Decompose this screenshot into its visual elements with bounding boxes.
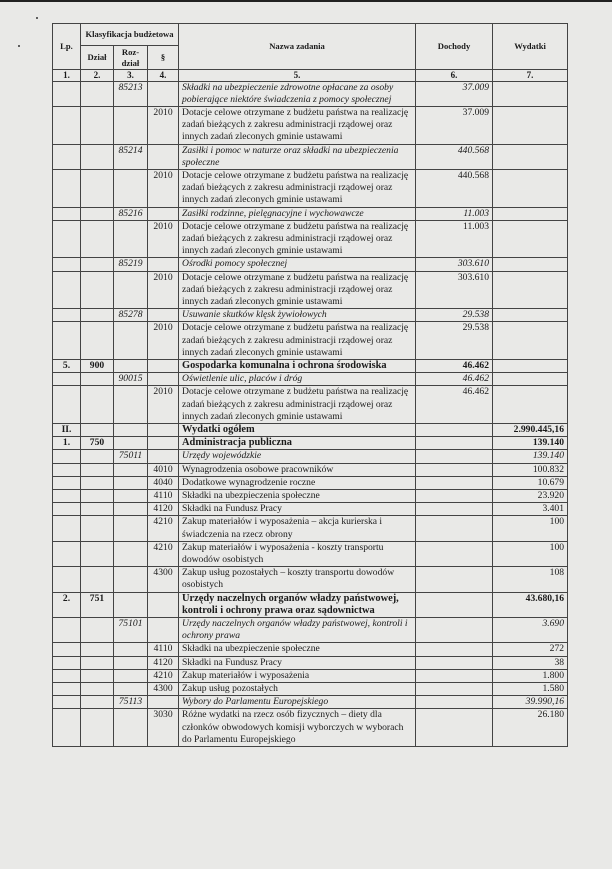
cell-rozdzial bbox=[114, 490, 148, 503]
cell-dzial bbox=[81, 618, 114, 643]
cell-lp bbox=[53, 567, 81, 592]
table-row bbox=[53, 271, 568, 309]
cell-rozdzial bbox=[114, 669, 148, 682]
cell-paragraf: 4110 bbox=[148, 643, 179, 656]
cell-rozdzial bbox=[114, 463, 148, 476]
cell-nazwa: Urzędy naczelnych organów władzy państwowej, kontroli i ochrony prawa bbox=[179, 618, 416, 643]
cell-lp bbox=[53, 386, 81, 424]
cell-dochody: 46.462 bbox=[416, 373, 493, 386]
cell-lp bbox=[53, 322, 81, 360]
cell-dochody: 37.009 bbox=[416, 106, 493, 144]
cell-wydatki: 272 bbox=[493, 643, 568, 656]
cell-dzial bbox=[81, 463, 114, 476]
table-row bbox=[53, 373, 568, 386]
cell-paragraf: 4040 bbox=[148, 476, 179, 489]
cell-dzial bbox=[81, 643, 114, 656]
cell-paragraf: 4010 bbox=[148, 463, 179, 476]
cell-dochody bbox=[416, 516, 493, 541]
colnum: 5. bbox=[179, 70, 416, 82]
cell-dochody bbox=[416, 709, 493, 747]
cell-dzial bbox=[81, 696, 114, 709]
cell-nazwa: Dotacje celowe otrzymane z budżetu państwa na realizację zadań bieżących z zakresu administracji rządowej oraz innych zadań zleconych gminie ustawami bbox=[179, 106, 416, 144]
cell-lp bbox=[53, 220, 81, 258]
cell-lp bbox=[53, 490, 81, 503]
cell-nazwa: Składki na ubezpieczenia społeczne bbox=[179, 490, 416, 503]
cell-nazwa: Wybory do Parlamentu Europejskiego bbox=[179, 696, 416, 709]
cell-rozdzial bbox=[114, 503, 148, 516]
cell-dochody bbox=[416, 503, 493, 516]
cell-paragraf bbox=[148, 437, 179, 450]
cell-dzial bbox=[81, 322, 114, 360]
cell-lp bbox=[53, 309, 81, 322]
cell-rozdzial: 90015 bbox=[114, 373, 148, 386]
cell-rozdzial bbox=[114, 643, 148, 656]
cell-nazwa: Zakup usług pozostałych – koszty transportu dowodów osobistych bbox=[179, 567, 416, 592]
cell-dochody: 11.003 bbox=[416, 220, 493, 258]
cell-wydatki: 108 bbox=[493, 567, 568, 592]
header-klasyfikacja: Klasyfikacja budżetowa bbox=[81, 24, 179, 46]
cell-rozdzial bbox=[114, 592, 148, 617]
cell-nazwa: Zakup materiałów i wyposażenia - koszty transportu dowodów osobistych bbox=[179, 541, 416, 566]
cell-lp bbox=[53, 643, 81, 656]
cell-paragraf: 4110 bbox=[148, 490, 179, 503]
cell-dochody: 46.462 bbox=[416, 359, 493, 372]
cell-wydatki bbox=[493, 207, 568, 220]
cell-nazwa: Ośrodki pomocy społecznej bbox=[179, 258, 416, 271]
table-row bbox=[53, 490, 568, 503]
cell-paragraf: 2010 bbox=[148, 220, 179, 258]
header-nazwa: Nazwa zadania bbox=[179, 24, 416, 70]
cell-wydatki: 139.140 bbox=[493, 450, 568, 463]
table-row bbox=[53, 683, 568, 696]
cell-paragraf: 4210 bbox=[148, 541, 179, 566]
cell-nazwa: Składki na ubezpieczenie zdrowotne opłacane za osoby pobierające niektóre świadczenia z pomocy społecznej bbox=[179, 81, 416, 106]
cell-paragraf: 4210 bbox=[148, 669, 179, 682]
cell-dochody bbox=[416, 683, 493, 696]
cell-lp bbox=[53, 683, 81, 696]
header-lp: Lp. bbox=[53, 24, 81, 70]
cell-dzial bbox=[81, 669, 114, 682]
cell-rozdzial bbox=[114, 322, 148, 360]
cell-paragraf: 4120 bbox=[148, 656, 179, 669]
cell-wydatki bbox=[493, 258, 568, 271]
cell-rozdzial bbox=[114, 423, 148, 436]
cell-dochody bbox=[416, 463, 493, 476]
cell-rozdzial bbox=[114, 516, 148, 541]
cell-wydatki bbox=[493, 271, 568, 309]
cell-paragraf bbox=[148, 207, 179, 220]
cell-dzial bbox=[81, 567, 114, 592]
cell-dzial bbox=[81, 386, 114, 424]
cell-paragraf bbox=[148, 450, 179, 463]
table-row bbox=[53, 322, 568, 360]
colnum: 3. bbox=[114, 70, 148, 82]
cell-wydatki bbox=[493, 144, 568, 169]
cell-dzial bbox=[81, 258, 114, 271]
table-row bbox=[53, 516, 568, 541]
table-row bbox=[53, 592, 568, 617]
cell-lp bbox=[53, 144, 81, 169]
cell-wydatki: 100 bbox=[493, 516, 568, 541]
cell-paragraf bbox=[148, 81, 179, 106]
cell-nazwa: Dotacje celowe otrzymane z budżetu państwa na realizację zadań bieżących z zakresu administracji rządowej oraz innych zadań zleconych gminie ustawami bbox=[179, 169, 416, 207]
cell-paragraf: 4300 bbox=[148, 683, 179, 696]
cell-dzial bbox=[81, 207, 114, 220]
cell-paragraf bbox=[148, 359, 179, 372]
cell-dochody bbox=[416, 567, 493, 592]
cell-lp bbox=[53, 669, 81, 682]
cell-dzial: 751 bbox=[81, 592, 114, 617]
cell-rozdzial bbox=[114, 359, 148, 372]
cell-nazwa: Dotacje celowe otrzymane z budżetu państwa na realizację zadań bieżących z zakresu administracji rządowej oraz innych zadań zleconych gminie ustawami bbox=[179, 271, 416, 309]
cell-dochody: 303.610 bbox=[416, 258, 493, 271]
cell-rozdzial bbox=[114, 169, 148, 207]
cell-rozdzial: 75011 bbox=[114, 450, 148, 463]
table-row bbox=[53, 423, 568, 436]
cell-wydatki: 23.920 bbox=[493, 490, 568, 503]
cell-lp bbox=[53, 516, 81, 541]
cell-dzial bbox=[81, 476, 114, 489]
cell-nazwa: Dodatkowe wynagrodzenie roczne bbox=[179, 476, 416, 489]
cell-dzial: 750 bbox=[81, 437, 114, 450]
cell-dzial bbox=[81, 423, 114, 436]
table-row bbox=[53, 450, 568, 463]
cell-dochody: 11.003 bbox=[416, 207, 493, 220]
cell-dochody bbox=[416, 450, 493, 463]
scan-speck bbox=[36, 17, 38, 19]
cell-nazwa: Dotacje celowe otrzymane z budżetu państwa na realizację zadań bieżących z zakresu administracji rządowej oraz innych zadań zleconych gminie ustawami bbox=[179, 220, 416, 258]
cell-wydatki: 100.832 bbox=[493, 463, 568, 476]
cell-dzial bbox=[81, 656, 114, 669]
cell-dzial bbox=[81, 169, 114, 207]
cell-wydatki bbox=[493, 220, 568, 258]
cell-dzial bbox=[81, 516, 114, 541]
cell-dochody bbox=[416, 643, 493, 656]
cell-lp: 5. bbox=[53, 359, 81, 372]
cell-paragraf: 2010 bbox=[148, 271, 179, 309]
colnum: 7. bbox=[493, 70, 568, 82]
table-row bbox=[53, 541, 568, 566]
cell-lp bbox=[53, 656, 81, 669]
cell-lp bbox=[53, 106, 81, 144]
cell-wydatki: 3.690 bbox=[493, 618, 568, 643]
cell-dochody bbox=[416, 592, 493, 617]
cell-dzial bbox=[81, 490, 114, 503]
cell-wydatki bbox=[493, 106, 568, 144]
cell-dochody bbox=[416, 669, 493, 682]
table-row bbox=[53, 144, 568, 169]
cell-wydatki bbox=[493, 81, 568, 106]
header-paragraf: § bbox=[148, 46, 179, 70]
cell-dzial bbox=[81, 709, 114, 747]
cell-dzial bbox=[81, 683, 114, 696]
cell-dochody bbox=[416, 618, 493, 643]
cell-dochody: 29.538 bbox=[416, 322, 493, 360]
cell-rozdzial bbox=[114, 437, 148, 450]
cell-dzial bbox=[81, 309, 114, 322]
cell-dzial bbox=[81, 373, 114, 386]
cell-nazwa: Wynagrodzenia osobowe pracowników bbox=[179, 463, 416, 476]
cell-nazwa: Urzędy wojewódzkie bbox=[179, 450, 416, 463]
cell-paragraf: 4300 bbox=[148, 567, 179, 592]
cell-paragraf: 4210 bbox=[148, 516, 179, 541]
cell-wydatki: 1.800 bbox=[493, 669, 568, 682]
cell-rozdzial: 85219 bbox=[114, 258, 148, 271]
cell-nazwa: Usuwanie skutków klęsk żywiołowych bbox=[179, 309, 416, 322]
cell-paragraf bbox=[148, 144, 179, 169]
cell-paragraf bbox=[148, 423, 179, 436]
table-row bbox=[53, 258, 568, 271]
table-row bbox=[53, 618, 568, 643]
cell-rozdzial: 85213 bbox=[114, 81, 148, 106]
cell-lp bbox=[53, 207, 81, 220]
cell-rozdzial: 75113 bbox=[114, 696, 148, 709]
header-rozdzial: Roz- dział bbox=[114, 46, 148, 70]
cell-paragraf: 4120 bbox=[148, 503, 179, 516]
cell-wydatki bbox=[493, 322, 568, 360]
cell-lp bbox=[53, 373, 81, 386]
table-row bbox=[53, 463, 568, 476]
cell-rozdzial bbox=[114, 656, 148, 669]
colnum: 6. bbox=[416, 70, 493, 82]
cell-dzial bbox=[81, 220, 114, 258]
table-row bbox=[53, 643, 568, 656]
cell-wydatki: 43.680,16 bbox=[493, 592, 568, 617]
cell-dochody: 440.568 bbox=[416, 144, 493, 169]
cell-dochody: 440.568 bbox=[416, 169, 493, 207]
cell-nazwa: Zasiłki i pomoc w naturze oraz składki na ubezpieczenia społeczne bbox=[179, 144, 416, 169]
cell-dochody bbox=[416, 437, 493, 450]
cell-nazwa: Dotacje celowe otrzymane z budżetu państwa na realizację zadań bieżących z zakresu administracji rządowej oraz innych zadań zleconych gminie ustawami bbox=[179, 386, 416, 424]
cell-dochody: 29.538 bbox=[416, 309, 493, 322]
cell-lp bbox=[53, 476, 81, 489]
cell-nazwa: Dotacje celowe otrzymane z budżetu państwa na realizację zadań bieżących z zakresu administracji rządowej oraz innych zadań zleconych gminie ustawami bbox=[179, 322, 416, 360]
cell-lp bbox=[53, 463, 81, 476]
table-row bbox=[53, 656, 568, 669]
cell-dochody bbox=[416, 541, 493, 566]
cell-nazwa: Oświetlenie ulic, placów i dróg bbox=[179, 373, 416, 386]
cell-paragraf bbox=[148, 309, 179, 322]
cell-wydatki bbox=[493, 373, 568, 386]
cell-rozdzial bbox=[114, 106, 148, 144]
cell-wydatki: 26.180 bbox=[493, 709, 568, 747]
cell-dzial bbox=[81, 503, 114, 516]
colnum: 2. bbox=[81, 70, 114, 82]
cell-dzial bbox=[81, 450, 114, 463]
table-row bbox=[53, 220, 568, 258]
cell-rozdzial bbox=[114, 386, 148, 424]
cell-rozdzial bbox=[114, 683, 148, 696]
cell-paragraf: 2010 bbox=[148, 386, 179, 424]
table-row bbox=[53, 309, 568, 322]
cell-lp bbox=[53, 709, 81, 747]
cell-nazwa: Zakup materiałów i wyposażenia bbox=[179, 669, 416, 682]
table-row bbox=[53, 359, 568, 372]
cell-rozdzial: 75101 bbox=[114, 618, 148, 643]
cell-rozdzial: 85216 bbox=[114, 207, 148, 220]
cell-lp bbox=[53, 503, 81, 516]
cell-wydatki: 39.990,16 bbox=[493, 696, 568, 709]
cell-wydatki: 100 bbox=[493, 541, 568, 566]
cell-wydatki: 139.140 bbox=[493, 437, 568, 450]
cell-rozdzial: 85214 bbox=[114, 144, 148, 169]
cell-dochody bbox=[416, 423, 493, 436]
cell-nazwa: Zakup usług pozostałych bbox=[179, 683, 416, 696]
cell-nazwa: Składki na ubezpieczenie społeczne bbox=[179, 643, 416, 656]
cell-lp bbox=[53, 271, 81, 309]
cell-paragraf bbox=[148, 618, 179, 643]
cell-rozdzial bbox=[114, 271, 148, 309]
colnum: 4. bbox=[148, 70, 179, 82]
cell-nazwa: Zakup materiałów i wyposażenia – akcja kurierska i świadczenia na rzecz obrony bbox=[179, 516, 416, 541]
cell-dochody: 37.009 bbox=[416, 81, 493, 106]
cell-wydatki: 38 bbox=[493, 656, 568, 669]
cell-dzial bbox=[81, 106, 114, 144]
table-row bbox=[53, 567, 568, 592]
cell-dzial bbox=[81, 271, 114, 309]
table-row bbox=[53, 169, 568, 207]
cell-nazwa: Składki na Fundusz Pracy bbox=[179, 503, 416, 516]
cell-lp bbox=[53, 541, 81, 566]
cell-paragraf bbox=[148, 258, 179, 271]
table-row bbox=[53, 669, 568, 682]
cell-wydatki: 10.679 bbox=[493, 476, 568, 489]
cell-paragraf: 2010 bbox=[148, 106, 179, 144]
cell-paragraf: 2010 bbox=[148, 169, 179, 207]
cell-paragraf bbox=[148, 373, 179, 386]
cell-dochody bbox=[416, 696, 493, 709]
cell-dzial bbox=[81, 144, 114, 169]
colnum: 1. bbox=[53, 70, 81, 82]
cell-lp: 2. bbox=[53, 592, 81, 617]
cell-wydatki: 1.580 bbox=[493, 683, 568, 696]
cell-rozdzial bbox=[114, 476, 148, 489]
table-row bbox=[53, 81, 568, 106]
cell-dzial bbox=[81, 541, 114, 566]
scan-top-edge bbox=[0, 0, 612, 2]
header-dzial: Dział bbox=[81, 46, 114, 70]
cell-wydatki bbox=[493, 309, 568, 322]
cell-rozdzial bbox=[114, 541, 148, 566]
cell-lp: 1. bbox=[53, 437, 81, 450]
cell-rozdzial: 85278 bbox=[114, 309, 148, 322]
cell-wydatki: 3.401 bbox=[493, 503, 568, 516]
scan-speck bbox=[18, 45, 20, 47]
header-wydatki: Wydatki bbox=[493, 24, 568, 70]
cell-paragraf: 2010 bbox=[148, 322, 179, 360]
cell-dochody: 303.610 bbox=[416, 271, 493, 309]
cell-dochody bbox=[416, 656, 493, 669]
table-row bbox=[53, 207, 568, 220]
table-row bbox=[53, 386, 568, 424]
cell-nazwa: Urzędy naczelnych organów władzy państwowej, kontroli i ochrony prawa oraz sądownictwa bbox=[179, 592, 416, 617]
cell-dochody bbox=[416, 490, 493, 503]
cell-lp bbox=[53, 696, 81, 709]
table-row bbox=[53, 503, 568, 516]
cell-dzial: 900 bbox=[81, 359, 114, 372]
cell-lp bbox=[53, 450, 81, 463]
cell-lp: II. bbox=[53, 423, 81, 436]
cell-wydatki bbox=[493, 386, 568, 424]
header-dochody: Dochody bbox=[416, 24, 493, 70]
cell-paragraf bbox=[148, 696, 179, 709]
cell-wydatki bbox=[493, 169, 568, 207]
cell-dochody: 46.462 bbox=[416, 386, 493, 424]
cell-paragraf: 3030 bbox=[148, 709, 179, 747]
cell-paragraf bbox=[148, 592, 179, 617]
table-row bbox=[53, 437, 568, 450]
budget-table bbox=[52, 23, 568, 747]
cell-dochody bbox=[416, 476, 493, 489]
cell-nazwa: Składki na Fundusz Pracy bbox=[179, 656, 416, 669]
table-row bbox=[53, 106, 568, 144]
cell-nazwa: Administracja publiczna bbox=[179, 437, 416, 450]
cell-rozdzial bbox=[114, 220, 148, 258]
cell-rozdzial bbox=[114, 709, 148, 747]
table-row bbox=[53, 709, 568, 747]
cell-lp bbox=[53, 169, 81, 207]
table-row bbox=[53, 696, 568, 709]
cell-wydatki bbox=[493, 359, 568, 372]
column-number-row bbox=[53, 70, 568, 82]
table-row bbox=[53, 476, 568, 489]
cell-nazwa: Wydatki ogółem bbox=[179, 423, 416, 436]
cell-rozdzial bbox=[114, 567, 148, 592]
cell-lp bbox=[53, 81, 81, 106]
cell-lp bbox=[53, 618, 81, 643]
cell-nazwa: Zasiłki rodzinne, pielęgnacyjne i wychowawcze bbox=[179, 207, 416, 220]
cell-dzial bbox=[81, 81, 114, 106]
cell-wydatki: 2.990.445,16 bbox=[493, 423, 568, 436]
cell-nazwa: Gospodarka komunalna i ochrona środowiska bbox=[179, 359, 416, 372]
cell-nazwa: Różne wydatki na rzecz osób fizycznych – diety dla członków obwodowych komisji wyborczych w wyborach do Parlamentu Europejskiego bbox=[179, 709, 416, 747]
cell-lp bbox=[53, 258, 81, 271]
